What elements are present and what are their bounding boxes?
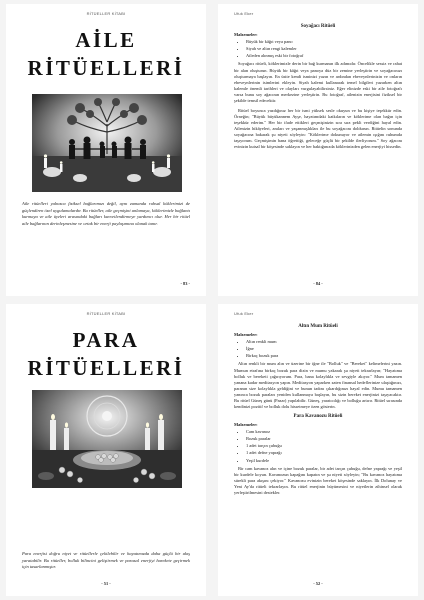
running-head: RİTÜELLER KİTABI xyxy=(86,11,126,16)
section-heading: Para Kavanozu Ritüeli xyxy=(293,414,343,420)
section-heading: Soyağacı Ritüeli xyxy=(300,24,336,29)
page-number: - 84 - xyxy=(313,281,323,286)
body-paragraph: Altın renkli bir mum alın ve üzerine bir iğne ile "Bolluk" ve "Bereket" kelimelerini yazın. Mumun etrafına birkaç bozuk para dizin ve mumu yakarak şu niyeti tekrarlayın; "Hayatıma bolluk ve bereketi çağırıyorum. Para, bana kolaylıkla ve sevgiyle akıyor." Mum tamamen yanana kadar meditasyon yapın. Meditasyon yaparken zaten finansal hedeflerinize ulaştığınızı, paranın size kolaylıkla geldiğini ve bunun tadını çıkardığınızı hayal edin. Mumu tamamen yanınca bozuk paraları yeniden kullanmaya başlayın, bu sizin bereket enerjinizi taşıyacaktır. Bu ritüel Güneş günü (Pazar) yapılabilir. Güneş, yaratıcılığı ve bolluğu artırır. Ritüel sırasında kendinizi pozitif ve bolluk dolu hissetmeye özen gösterin. xyxy=(234,361,402,410)
materials-list xyxy=(234,39,402,59)
page-number: - 51 - xyxy=(101,581,111,586)
materials-label: Malzemeler: xyxy=(234,32,258,38)
family-tree-illustration xyxy=(32,94,182,192)
chapter-title-line2: RİTÜELLERİ xyxy=(27,56,185,80)
running-head: Ufuk Eker xyxy=(234,11,254,16)
list-item: • Bozuk paralar xyxy=(246,436,402,442)
body-paragraph: Bir cam kavanoz alın ve içine bozuk paralar, bir adet tarçın çubuğu, defne yaprağı ve yeşil bir kurdele koyun. Kavanozun kapağını kapatın ve şu niyeti söyleyin; "Bu kavanoz hayatıma sürekli para akışını çekiyor." Kavanozu evinizin bereket köşesinde saklayın. İlk Dolunay ve Yeni Ay'da ritüeli tekrarlayın. Bu ritüel enerjinin büyümesini ve niyetlerin zihinsel olarak yerleştirilmesini destekler. xyxy=(234,465,402,496)
chapter-title-line2: RİTÜELLERİ xyxy=(27,356,185,380)
page-number: - 52 - xyxy=(313,581,323,586)
list-item: • Yeşil kurdele xyxy=(246,458,402,464)
materials-list xyxy=(234,429,402,463)
section-heading: Altın Mum Ritüeli xyxy=(298,324,338,329)
chapter-intro-caption: Para enerjisi doğru niyet ve ritüellerle çekilebilir ve hayatımızda daha güçlü bir akış yaratabilir. Bu ritüeller, bolluk bilincini geliştirmek ve parasal enerjiyi harekete geçirmek için tasarlanmıştır. xyxy=(22,551,190,570)
chapter-title-line1: AİLE xyxy=(75,28,137,52)
materials-list xyxy=(234,339,402,359)
materials-label: Malzemeler: xyxy=(234,332,258,338)
list-item: • Cam kavanoz xyxy=(246,429,402,435)
page-para-ritualleri xyxy=(6,304,206,596)
running-head: RİTÜELLER KİTABI xyxy=(86,311,126,316)
body-paragraph: Ritüel boyunca yazdığınız her bir ismi yüksek sesle okuyun ve bu kişiye teşekkür edin. Örneğin; "Büyük büyükannem Ayşe, hayatımdaki katkıların ve köklerime olan bağın için teşekkür ederim." Her bir ifade ettikleri geçmişinizin sıra sıra pekli verdiğini hayal edin. Ailenizin hikâyeleri, anıları ve yaşanmışlıkları ile bu soyağacını doldurun. Ritüelin sonunda soyağacına bakarak şu niyeti söyleyin: "Köklerime dokunuyor ve ailemin ışığını ruhumda taşıyorum. Geçmişimin bana öğrettiği, geleceğe güçlü bir şekilde ilerliyorum." Soy ağacını evinizin kutsal bir köşesinde saklayın ve her baktığınızda köklerinizden gelen enerjiyi hissedin. xyxy=(234,107,402,150)
page-soyagaci-rituali xyxy=(218,4,418,296)
list-item: • Birkaç bozuk para xyxy=(246,353,402,359)
list-item: • İğne xyxy=(246,346,402,352)
materials-label: Malzemeler: xyxy=(234,422,258,428)
chapter-title-line1: PARA xyxy=(72,328,140,352)
running-head: Ufuk Eker xyxy=(234,311,254,316)
page-aile-ritualleri xyxy=(6,4,206,296)
list-item: • 1 adet defne yaprağı xyxy=(246,450,402,456)
page-number: - 83 - xyxy=(180,281,190,286)
list-item: • Aileden alınmış eski bir fotoğraf xyxy=(246,53,402,59)
page-para-rituali-detay xyxy=(218,304,418,596)
list-item: • Altın renkli mum xyxy=(246,339,402,345)
chapter-intro-caption: Aile ritüelleri yalnızca fiziksel bağlarımızı değil, aynı zamanda ruhsal köklerimizi de güçlendiren özel uygulamalardır. Bu ritüeller, aile geçmişini anlamaya, köklerimizle bağlantı kurmaya ve aile üyeleri arasındaki bağları kuvvetlendirmeye yardımcı olur. Her bir ritüel aile bağlarının derinleşmesine ve ortak bir enerji paylaşımına olanak tanır. xyxy=(22,201,190,226)
text-column xyxy=(234,24,402,152)
list-item: • Siyah ve altın rengi kalemler xyxy=(246,46,402,52)
money-altar-illustration xyxy=(32,390,182,488)
body-paragraph: Soyağacı ritüeli, köklerimizle derin bir bağ kurmanın ilk adımıdır. Öncelikle sessiz ve rahat bir alan oluşturun. Büyük bir kâğıt veya panoya düz bir zemine yerleştirin ve soyağacınızı oluşturmaya başlayın. En üstte kendi isminizi yazın ve ardından ebeveynlerinizin ve onların ebeveynlerinin isimlerini ekleyin. Siyah kalemi kullanarak temel bilgileri yazarken altın kalemle önemli tarihleri ve olayları vurgulayabilirsiniz. Eğer elinizde eski bir aile fotoğrafı varsa bunu soy ağacının merkezine yerleştirin. Bu fotoğraf, ailenizin enerjisini fiziksel bir şekilde temsil edecektir. xyxy=(234,61,402,104)
text-column xyxy=(234,324,402,498)
list-item: • Büyük bir kâğıt veya pano xyxy=(246,39,402,45)
list-item: • 1 adet tarçın çubuğu xyxy=(246,443,402,449)
